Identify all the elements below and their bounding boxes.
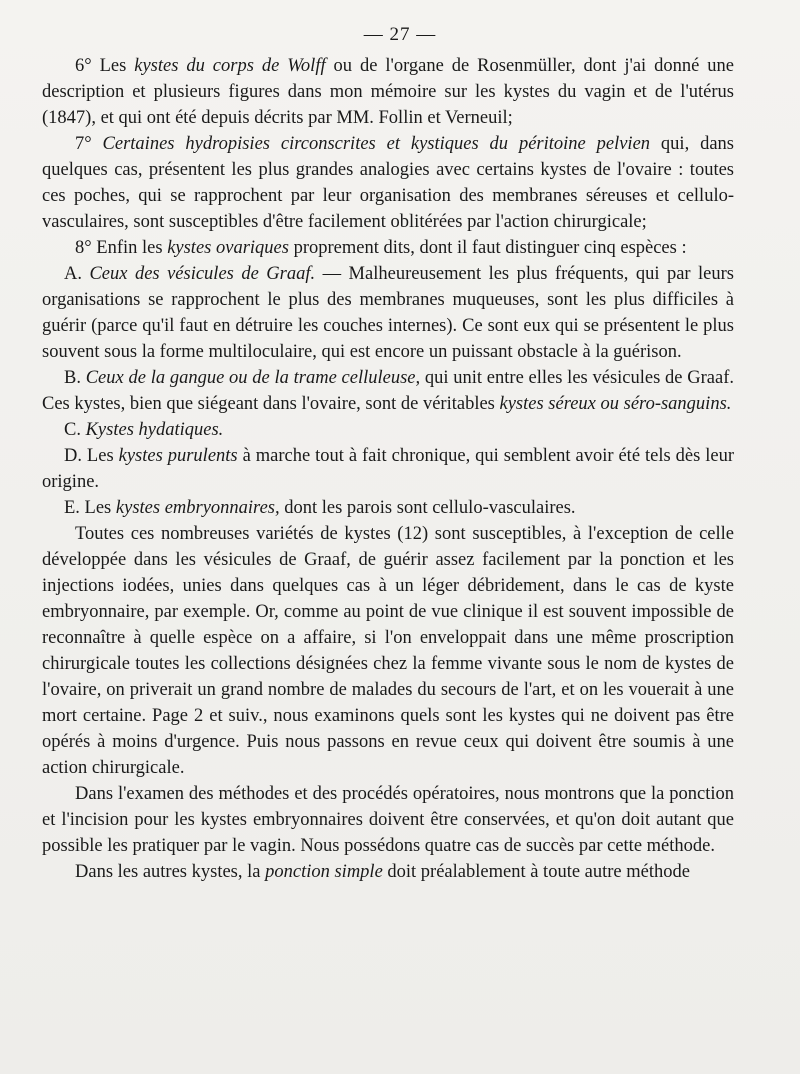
text-run: Dans les autres kystes, la — [75, 862, 266, 882]
text-run: ou de l'organe de Rosenmüller, dont j'ai donné une description et plusieurs figures dans mon mémoire sur les kystes du vagin et de l'utérus (1847), et qui ont été depuis décrits par MM. Follin et Verneuil; — [42, 56, 734, 128]
text-run: — Malheureusement les plus fréquents, qui par leurs organisations se rapprochent le plus des membranes muqueuses, sont les plus difficiles à guérir (parce qu'il faut en détruire les couches internes). Ce sont eux qui se présentent le plus souvent sous la forme multiloculaire, qui est encore un puissant obstacle à la guérison. — [42, 264, 735, 362]
italic-text: kystes du corps de Wolff — [134, 56, 326, 76]
text-run: qui, dans quelques cas, présentent les plus grandes analogies avec certains kystes de l'ovaire : toutes ces poches, qui se rapprochent par leur organisation des membranes séreuses et cellulo-vasculaires, sont susceptibles d'être facilement oblitérées par l'action chirurgicale; — [42, 134, 734, 232]
italic-text: kystes ovariques — [167, 238, 289, 258]
paragraph-p-dans2 — [42, 859, 734, 885]
paragraph-p-dans1 — [42, 781, 734, 859]
italic-text: Kystes hydatiques. — [85, 420, 224, 440]
italic-text: kystes purulents — [118, 446, 238, 466]
paragraph-pD — [42, 443, 734, 495]
italic-text: Ceux des vésicules de Graaf. — [89, 264, 316, 284]
text-run: doit préalablement à toute autre méthode — [382, 862, 690, 882]
text-run: 7° — [75, 134, 103, 154]
paragraph-pA — [42, 261, 734, 365]
text-run: proprement dits, dont il faut distinguer cinq espèces : — [288, 238, 687, 258]
italic-text: Ceux de la gangue ou de la trame celluleuse, — [85, 368, 421, 388]
page-number: — 27 — — [363, 24, 437, 45]
text-run: 6° Les — [75, 56, 135, 76]
paragraph-p6 — [42, 53, 734, 131]
paragraph-p-toutes — [42, 521, 734, 781]
body-text — [42, 53, 734, 885]
text-run: 8° Enfin les — [75, 238, 168, 258]
text-run: à marche tout à fait chronique, qui semblent avoir été tels dès leur origine. — [42, 446, 734, 492]
text-run: qui unit entre elles les vésicules de Graaf. Ces kystes, bien que siégeant dans l'ovaire, sont de véritables — [42, 368, 734, 414]
text-run: dont les parois sont cellulo-vasculaires. — [279, 498, 576, 518]
paragraph-p7 — [42, 131, 734, 235]
italic-text: Certaines hydropisies circonscrites et kystiques du péritoine pelvien — [102, 134, 651, 154]
text-run: D. Les — [64, 446, 119, 466]
paragraph-pE — [42, 495, 734, 521]
text-run: Toutes ces nombreuses variétés de kystes (12) sont susceptibles, à l'exception de celle développée dans les vésicules de Graaf, de guérir assez facilement par la ponction et les injections iodées, unies dans quelques cas à un léger débridement, dans le cas de kyste embryonnaire, par exemple. Or, comme au point de vue clinique il est souvent impossible de reconnaître à quelle espèce on a affaire, si l'on enveloppait dans une même proscription chirurgicale toutes les collections désignées chez la femme vivante sous le nom de kystes de l'ovaire, on priverait un grand nombre de malades du secours de l'art, et on les vouerait à une mort certaine. Page 2 et suiv., nous examinons quels sont les kystes qui ne doivent pas être opérés à moins d'urgence. Puis nous passons en revue ceux qui doivent être soumis à une action chirurgicale. — [42, 524, 734, 778]
text-run: A. — [64, 264, 90, 284]
italic-text: ponction simple — [265, 862, 383, 882]
paragraph-p8 — [42, 235, 734, 261]
text-run: Dans l'examen des méthodes et des procédés opératoires, nous montrons que la ponction et l'incision pour les kystes embryonnaires doivent être conservées, et qu'on doit autant que possible les pratiquer par le vagin. Nous possédons quatre cas de succès par cette méthode. — [42, 784, 734, 856]
text-run: E. Les — [64, 498, 116, 518]
italic-text: kystes séreux ou séro-sanguins. — [499, 394, 732, 414]
paragraph-pC — [42, 417, 734, 443]
text-run: C. — [64, 420, 86, 440]
paragraph-pB — [42, 365, 734, 417]
text-run: B. — [64, 368, 86, 388]
italic-text: kystes embryonnaires, — [115, 498, 280, 518]
